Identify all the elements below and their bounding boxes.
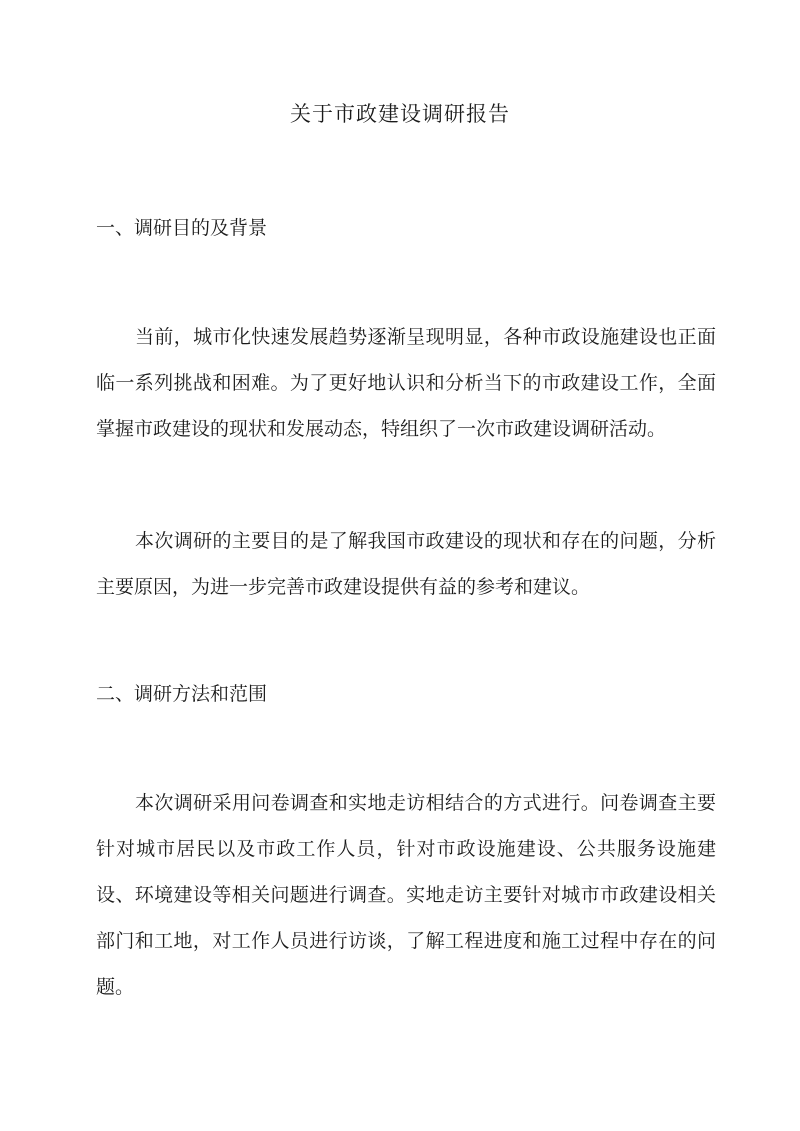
section-heading-purpose: 一、调研目的及背景 — [96, 217, 268, 239]
paragraph-purpose: 本次调研的主要目的是了解我国市政建设的现状和存在的问题，分析主要原因，为进一步完善市政建设提供有益的参考和建议。 — [96, 530, 716, 598]
section-heading-method: 二、调研方法和范围 — [96, 683, 268, 705]
document-title: 关于市政建设调研报告 — [290, 102, 510, 126]
paragraph-background: 当前，城市化快速发展趋势逐渐呈现明显，各种市政设施建设也正面临一系列挑战和困难。为了更好地认识和分析当下的市政建设工作，全面掌握市政建设的现状和发展动态，特组织了一次市政建设调研活动。 — [96, 326, 716, 440]
paragraph-method: 本次调研采用问卷调查和实地走访相结合的方式进行。问卷调查主要针对城市居民以及市政工作人员，针对市政设施建设、公共服务设施建设、环境建设等相关问题进行调查。实地走访主要针对城市市政建设相关部门和工地，对工作人员进行访谈，了解工程进度和施工过程中存在的问题。 — [96, 792, 716, 998]
